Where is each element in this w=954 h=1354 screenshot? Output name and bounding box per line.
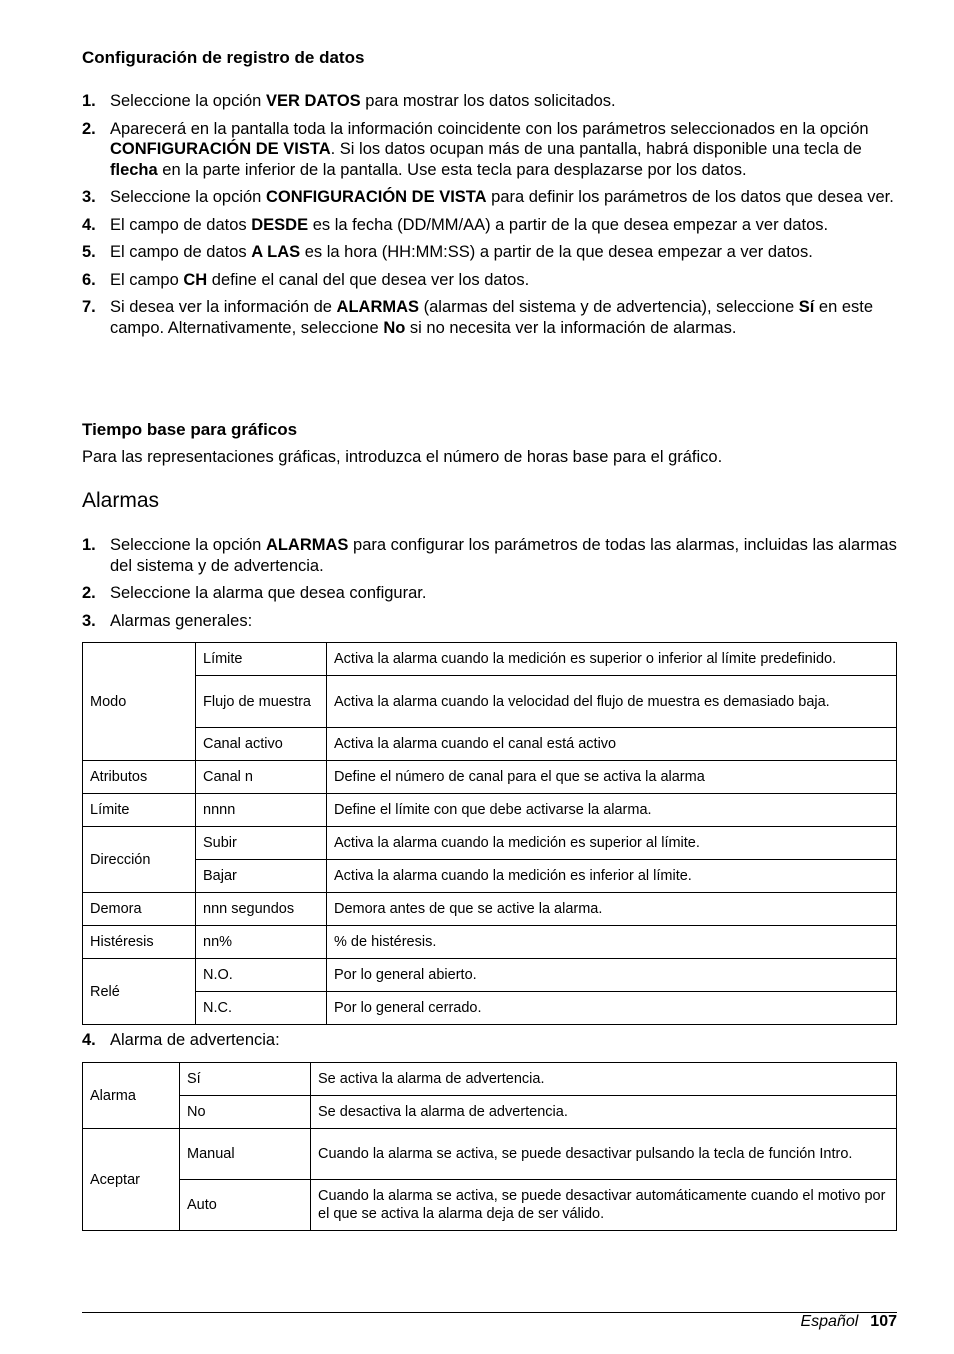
step-text: (alarmas del sistema y de advertencia), seleccione: [419, 298, 799, 316]
description-cell: Activa la alarma cuando la medición es superior al límite.: [327, 827, 897, 860]
list-item: [82, 91, 897, 112]
table-row: [83, 676, 897, 728]
option-cell: N.C.: [196, 992, 327, 1025]
description-cell: Define el número de canal para el que se activa la alarma: [327, 761, 897, 794]
step-text: Alarmas generales:: [110, 611, 253, 630]
description-cell: Se desactiva la alarma de advertencia.: [311, 1096, 897, 1129]
description-cell: Demora antes de que se active la alarma.: [327, 893, 897, 926]
table-row: [83, 893, 897, 926]
description-cell: Se activa la alarma de advertencia.: [311, 1063, 897, 1096]
option-cell: N.O.: [196, 959, 327, 992]
option-cell: No: [180, 1096, 311, 1129]
option-cell: nn%: [196, 926, 327, 959]
step-number: 2.: [82, 584, 96, 602]
step-text: Alarma de advertencia:: [110, 1031, 280, 1049]
table-row: [83, 1180, 897, 1231]
list-item: [82, 242, 897, 263]
step-number: 2.: [82, 119, 96, 138]
step-text: Seleccione la opción: [110, 92, 266, 110]
general-alarms-table: [82, 642, 897, 1025]
list-item: [82, 270, 897, 291]
table-row: [83, 761, 897, 794]
table-row: [83, 827, 897, 860]
description-cell: Activa la alarma cuando la medición es superior o inferior al límite predefinido.: [327, 643, 897, 676]
table-row: [83, 959, 897, 992]
option-cell: Sí: [180, 1063, 311, 1096]
description-cell: Activa la alarma cuando la velocidad del flujo de muestra es demasiado baja.: [327, 676, 897, 728]
table-row: [83, 926, 897, 959]
table-row: [83, 643, 897, 676]
description-cell: Cuando la alarma se activa, se puede desactivar automáticamente cuando el motivo por el que se activa la alarma deja de ser válido.: [311, 1180, 897, 1231]
option-cell: Flujo de muestra: [196, 676, 327, 728]
tiempo-paragraph: Para las representaciones gráficas, introduzca el número de horas base para el gráfico.: [82, 448, 723, 466]
bold-term: A LAS: [251, 243, 301, 261]
step-text: para definir los parámetros de los datos que desea ver.: [486, 188, 894, 206]
group-cell: Modo: [83, 643, 196, 761]
page-number: 107: [870, 1313, 897, 1330]
step-text: define el canal del que desea ver los datos.: [207, 270, 530, 289]
description-cell: % de histéresis.: [327, 926, 897, 959]
option-cell: Subir: [196, 827, 327, 860]
option-cell: Canal n: [196, 761, 327, 794]
bold-term: DESDE: [251, 215, 309, 234]
alarm-steps-list: [82, 535, 897, 638]
group-cell: Relé: [83, 959, 196, 1025]
step-number: 3.: [82, 188, 96, 206]
option-cell: Límite: [196, 643, 327, 676]
list-item: [82, 119, 897, 181]
table-row: [83, 1129, 897, 1180]
list-item: [82, 215, 897, 236]
config-heading: Configuración de registro de datos: [82, 48, 365, 67]
step-text: en la parte inferior de la pantalla. Use esta tecla para desplazarse por los datos.: [157, 160, 747, 179]
step-text: si no necesita ver la información de alarmas.: [405, 318, 737, 337]
step-text: Seleccione la alarma que desea configurar.: [110, 584, 427, 602]
step-text: Seleccione la opción: [110, 188, 266, 206]
step-text: El campo de datos: [110, 243, 252, 261]
group-cell: Alarma: [83, 1063, 180, 1129]
option-cell: nnnn: [196, 794, 327, 827]
table-row: [83, 1063, 897, 1096]
page-footer: [800, 1313, 897, 1331]
step-text: El campo de datos: [110, 215, 252, 234]
step-number: 4.: [82, 215, 96, 234]
description-cell: Define el límite con que debe activarse la alarma.: [327, 794, 897, 827]
table-row: [83, 1096, 897, 1129]
description-cell: Por lo general abierto.: [327, 959, 897, 992]
table-row: [83, 794, 897, 827]
step-text: para configurar los parámetros de todas las alarmas, incluidas las alarmas del sistema y de advertencia.: [110, 536, 897, 575]
bold-term: ALARMAS: [265, 536, 349, 554]
option-cell: Manual: [180, 1129, 311, 1180]
step-text: El campo: [110, 270, 184, 289]
bold-term: CONFIGURACIÓN DE VISTA: [265, 188, 487, 206]
option-cell: Bajar: [196, 860, 327, 893]
alarm-steps-list-2: [82, 1030, 897, 1058]
step-number: 1.: [82, 92, 96, 110]
bold-term: CH: [183, 270, 208, 289]
step-text: en este campo. Alternativamente, seleccione: [110, 298, 874, 337]
warning-alarm-table: [82, 1062, 897, 1231]
group-cell: Histéresis: [83, 926, 196, 959]
table-row: [83, 728, 897, 761]
list-item: [82, 535, 897, 576]
alarmas-heading: Alarmas: [82, 489, 160, 512]
option-cell: Canal activo: [196, 728, 327, 761]
list-item: [82, 1030, 897, 1051]
group-cell: Dirección: [83, 827, 196, 893]
step-number: 1.: [82, 536, 96, 554]
step-number: 3.: [82, 611, 96, 630]
group-cell: Límite: [83, 794, 196, 827]
list-item: [82, 611, 897, 632]
step-number: 5.: [82, 243, 96, 261]
bold-term: No: [383, 318, 406, 337]
step-text: para mostrar los datos solicitados.: [360, 92, 616, 110]
step-number: 7.: [82, 298, 96, 316]
description-cell: Activa la alarma cuando la medición es inferior al límite.: [327, 860, 897, 893]
step-text: Seleccione la opción: [110, 536, 266, 554]
step-text: Aparecerá en la pantalla toda la información coincidente con los parámetros seleccionados en la opción: [110, 119, 869, 138]
table-row: [83, 860, 897, 893]
footer-language: Español: [800, 1313, 859, 1330]
description-cell: Activa la alarma cuando el canal está activo: [327, 728, 897, 761]
tiempo-heading: Tiempo base para gráficos: [82, 420, 298, 439]
bold-term: flecha: [110, 160, 158, 179]
description-cell: Cuando la alarma se activa, se puede desactivar pulsando la tecla de función Intro.: [311, 1129, 897, 1180]
option-cell: Auto: [180, 1180, 311, 1231]
footer-divider: [82, 1312, 897, 1313]
bold-term: ALARMAS: [336, 298, 420, 316]
group-cell: Aceptar: [83, 1129, 180, 1231]
bold-term: VER DATOS: [265, 92, 361, 110]
table-row: [83, 992, 897, 1025]
step-text: es la fecha (DD/MM/AA) a partir de la que desea empezar a ver datos.: [308, 215, 829, 234]
group-cell: Demora: [83, 893, 196, 926]
step-text: es la hora (HH:MM:SS) a partir de la que desea empezar a ver datos.: [300, 243, 813, 261]
description-cell: Por lo general cerrado.: [327, 992, 897, 1025]
bold-term: Sí: [798, 298, 815, 316]
step-number: 4.: [82, 1031, 96, 1049]
group-cell: Atributos: [83, 761, 196, 794]
config-steps-list: [82, 91, 897, 345]
list-item: [82, 583, 897, 604]
step-number: 6.: [82, 270, 96, 289]
bold-term: CONFIGURACIÓN DE VISTA: [110, 140, 331, 158]
list-item: [82, 187, 897, 208]
step-text: . Si los datos ocupan más de una pantalla, habrá disponible una tecla de: [330, 140, 862, 158]
option-cell: nnn segundos: [196, 893, 327, 926]
step-text: Si desea ver la información de: [110, 298, 337, 316]
list-item: [82, 297, 897, 338]
